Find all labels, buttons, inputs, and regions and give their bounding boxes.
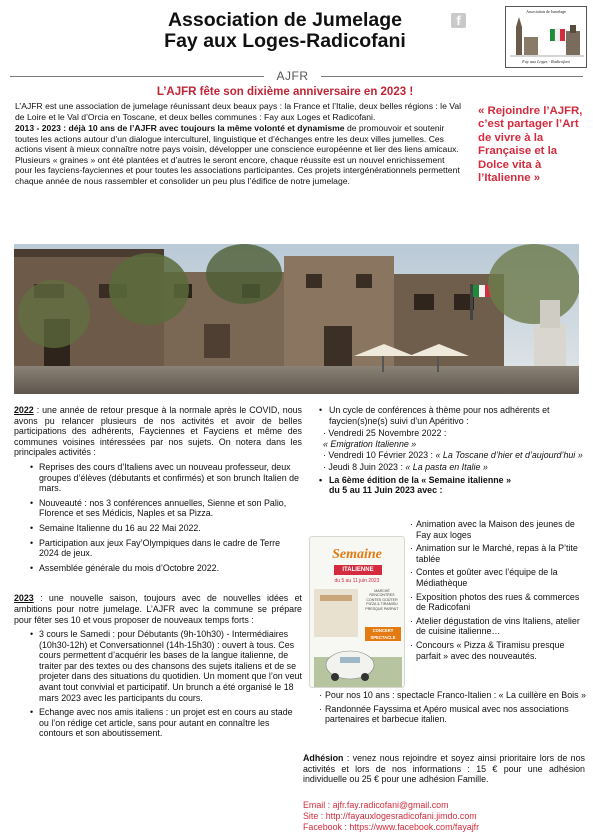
membership-label: Adhésion bbox=[303, 753, 344, 763]
conference-date: Vendredi 10 Février 2023 : bbox=[328, 450, 434, 461]
poster-illustration bbox=[310, 537, 405, 688]
conference-date: Jeudi 8 Juin 2023 : bbox=[328, 461, 403, 472]
list-item: • Reprises des cours d’Italiens avec un nouveau professeur, deux groupes d’élèves (débutants et confirmés) et son brunch Italien de mars. bbox=[30, 462, 302, 494]
paragraph-2023-text: : une nouvelle saison, toujours avec de nouvelles idées et ambitions pour notre jumelage. L’AJFR avec la commune se prépare pour fêter ses 10 et vous proposer de nouveaux temps forts : bbox=[14, 593, 302, 625]
conference-title: « La pasta en Italie » bbox=[405, 461, 488, 472]
conference-title: « La Toscane d’hier et d’aujourd’hui » bbox=[435, 450, 583, 461]
semaine-heading bbox=[319, 475, 587, 496]
intro-text bbox=[15, 101, 463, 187]
intro-paragraph-2 bbox=[15, 123, 463, 186]
list-item: • Nouveauté : nos 3 conférences annuelles, Sienne et son Palio, Florence et ses Médicis, Naples et sa Pizza. bbox=[30, 498, 302, 519]
poster-title: Semaine bbox=[332, 547, 382, 562]
conference-item: · Vendredi 10 Février 2023 : « La Toscane d’hier et d’aujourd’hui » bbox=[323, 450, 583, 461]
paragraph-2023 bbox=[14, 593, 302, 625]
radicofani-square-photo bbox=[14, 244, 579, 394]
paragraph-2022-text: : une année de retour presque à la normale après le COVID, nous avons pu relancer plusieurs de nos activités et avoir de belles participations des adhérents, Fayciennes et Fayciens et même des communes voisines intéressées par nos sujets. On notera dans les principales activités : bbox=[14, 405, 302, 458]
list-item: • Participation aux jeux Fay’Olympiques dans le cadre de Terre 2024 de jeux. bbox=[30, 538, 302, 559]
poster-badge: ITALIENNE bbox=[334, 565, 382, 575]
conference-date: Vendredi 25 Novembre 2022 : bbox=[328, 428, 447, 439]
list-item: • Echange avec nos amis italiens : un projet est en cours au stade ou l’on rédige cet article, sans pour autant en connaître les contours et son aboutissement. bbox=[30, 707, 302, 739]
intro-highlight: 2013 - 2023 : déjà 10 ans de l’AJFR avec toujours la même volonté et dynamisme bbox=[15, 123, 345, 133]
conference-item: · Vendredi 25 Novembre 2022 : « Emigration Italienne » bbox=[323, 428, 447, 449]
list-item: · Exposition photos des rues & commerces de Radicofani bbox=[410, 592, 588, 613]
facebook-icon[interactable]: f bbox=[451, 13, 466, 28]
list-item: • Semaine Italienne du 16 au 22 Mai 2022. bbox=[30, 523, 302, 534]
contact-block bbox=[303, 800, 585, 833]
semaine-italienne-poster bbox=[309, 536, 405, 688]
list-item: · Atelier dégustation de vins Italiens, atelier de cuisine italienne… bbox=[410, 616, 588, 637]
membership-text: : venez nous rejoindre et soyez ainsi prioritaire lors de nos activités et lors de nos informations : 15 € pour une adhésion individuelle ou 25 € pour une adhésion Famille. bbox=[303, 753, 585, 785]
activities-2022-list bbox=[30, 462, 302, 573]
intro-paragraph-1: L’AJFR est une association de jumelage réunissant deux beaux pays : la France et l’Italie, deux belles régions : le Val de Loire et le Val d’Orcia en Toscane, et deux belles communes : Fay aux Loges et Radicofani. bbox=[15, 101, 462, 122]
title-line-1: Association de Jumelage bbox=[167, 9, 403, 31]
email-link[interactable]: Email : ajfr.fay.radicofani@gmail.com bbox=[303, 800, 449, 810]
activities-2023-list bbox=[30, 629, 302, 739]
pull-quote: « Rejoindre l’AJFR, c’est partager l’Art de vivre à la Française et la Dolce vita à l’Italienne » bbox=[478, 105, 583, 185]
left-column bbox=[14, 405, 302, 749]
conference-title: « Emigration Italienne » bbox=[323, 438, 417, 449]
list-item: · Contes et goûter avec l’équipe de la Médiathèque bbox=[410, 567, 588, 588]
logo-top-text: Association de Jumelage bbox=[526, 9, 566, 14]
list-item: · Animation sur le Marché, repas à la P’tite tablée bbox=[410, 543, 588, 564]
right-column bbox=[319, 405, 587, 496]
conferences-list bbox=[319, 428, 587, 472]
title-line-2: Fay aux Loges-Radicofani bbox=[164, 30, 406, 52]
association-logo bbox=[505, 6, 587, 68]
semaine-activities-list bbox=[410, 519, 588, 664]
semaine-heading-line-1: • La 6ème édition de la « Semaine italienne » bbox=[329, 474, 512, 485]
list-item: · Randonnée Fayssima et Apéro musical avec nos associations partenaires et barbecue italien. bbox=[319, 704, 587, 725]
semaine-heading-line-2: du 5 au 11 Juin 2023 avec : bbox=[329, 485, 443, 496]
poster-closing: CONCERT SPECTACLE bbox=[365, 627, 401, 641]
list-item: • 3 cours le Samedi : pour Débutants (9h-10h30) - Intermédiaires (10h30-12h) et Conversationnel (14h-15h30) : ouvert à tous. Ces cours permettent d’acquérir les bases de la langue italienne, de traiter par des textes ou des chansons des sujets italiens et de se projeter dans des situations du quotidien. Un moment que l’on veut avant tout convivial et participatif. Un brunch a été organisé le 18 mars 2023 avec les participants du cours. bbox=[30, 629, 302, 703]
page-title bbox=[120, 10, 450, 52]
list-item: • Assemblée générale du mois d’Octobre 2022. bbox=[30, 563, 302, 574]
anniversary-heading: L’AJFR fête son dixième anniversaire en 2023 ! bbox=[156, 86, 414, 98]
list-item: · Animation avec la Maison des jeunes de Fay aux loges bbox=[410, 519, 588, 540]
facebook-link[interactable]: Facebook : https://www.facebook.com/fayajfr bbox=[303, 822, 480, 832]
website-link[interactable]: Site : http://fayauxlogesradicofani.jimdo.com bbox=[303, 811, 477, 821]
paragraph-2022 bbox=[14, 405, 302, 458]
list-item: · Pour nos 10 ans : spectacle Franco-Italien : « La cuillère en Bois » bbox=[319, 690, 587, 701]
header-divider-left bbox=[10, 76, 264, 77]
header-divider-right bbox=[321, 76, 583, 77]
poster-program: MARCHÉ RENCONTRES CONTES GOÛTER PIZZA & TIRAMISU PRESQUE PARFAIT bbox=[365, 589, 399, 611]
membership-info bbox=[303, 753, 585, 785]
poster-dates: du 5 au 11 juin 2023 bbox=[334, 578, 380, 584]
anniversary-events-list bbox=[319, 690, 587, 728]
logo-bottom-text: Fay aux Loges - Radicofani bbox=[522, 59, 570, 64]
conferences-intro: • Un cycle de conférences à thème pour nos adhérents et faycien(s)ne(s) suivi d’un Apéritivo : bbox=[319, 405, 587, 426]
year-2022: 2022 bbox=[14, 405, 34, 415]
list-item: · Concours « Pizza & Tiramisu presque parfait » avec des nouveautés. bbox=[410, 640, 588, 661]
year-2023: 2023 bbox=[14, 593, 34, 604]
conference-item: · Jeudi 8 Juin 2023 : « La pasta en Italie » bbox=[323, 461, 488, 472]
intro-paragraph-2-rest: de promouvoir et soutenir toutes les actions autour d’un dialogue interculturel, linguistique et d’échanges entre les deux villes jumelles. Ces actions visent à mieux connaître notre pays voisin, développer une conscience européenne et lier des liens amicaux. Plusieurs « graines » ont été plantées et d’autres le seront encore, chaque réussite est un nouvel enrichissement pour les fayciens-fayciennes et pour toutes les associations participantes. Ces projets intergénérationnels permettent chaque année de nous rassembler et consolider un peu plus l’édifice de notre jumelage. bbox=[15, 123, 460, 186]
section-label: AJFR bbox=[276, 69, 309, 83]
